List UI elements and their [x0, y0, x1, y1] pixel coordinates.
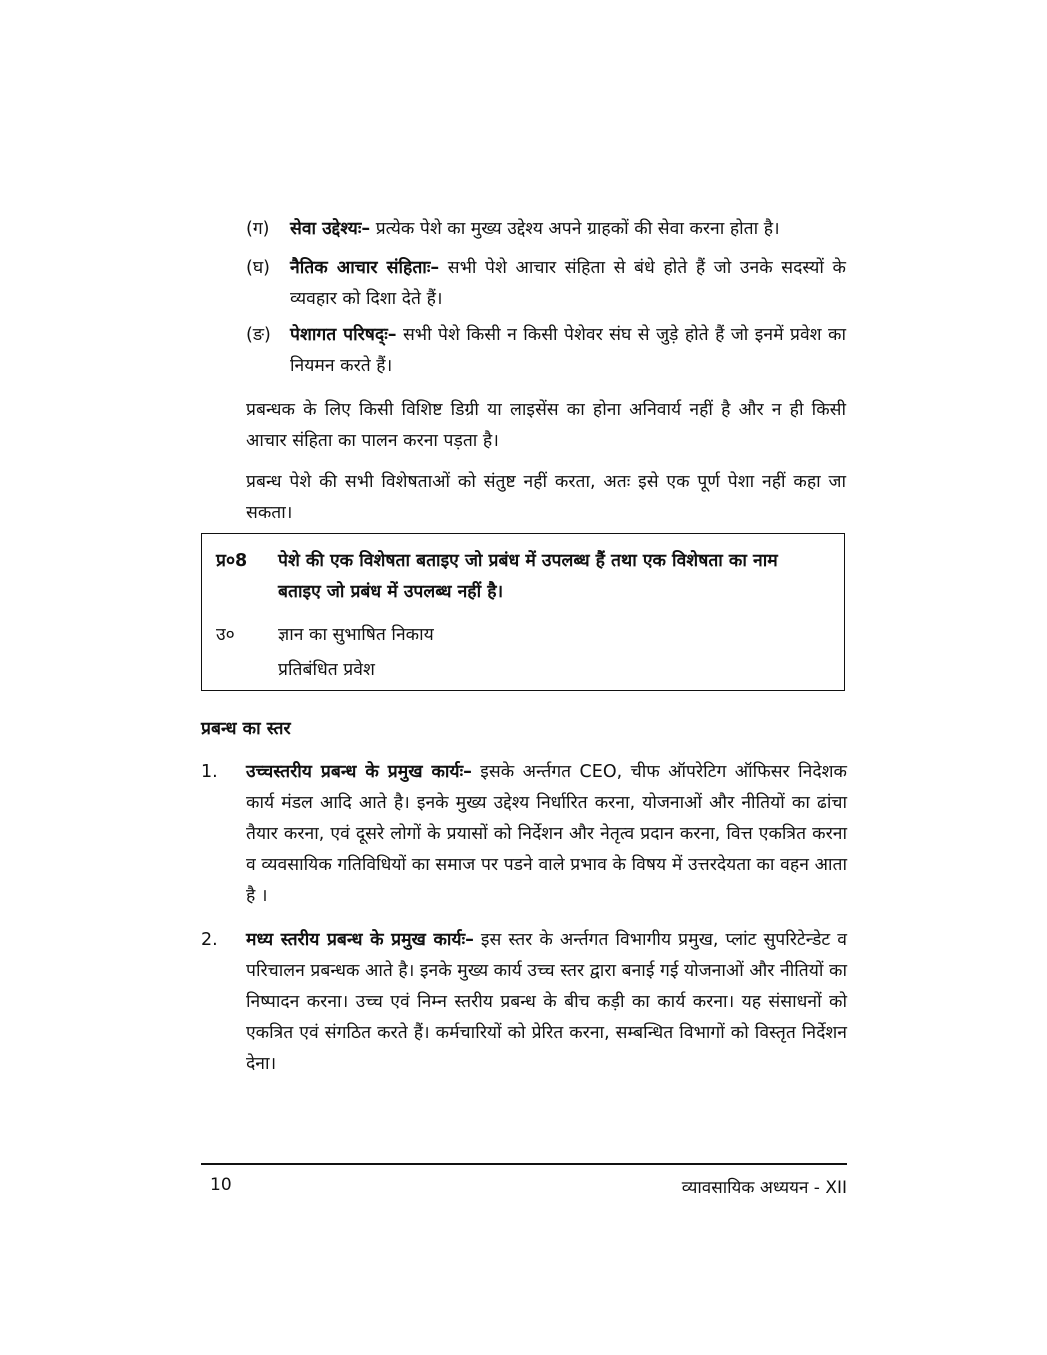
- list-marker: (ग): [246, 219, 270, 239]
- list-marker: (घ): [246, 258, 270, 278]
- answer-row-2: [216, 655, 818, 686]
- item-text: इसके अर्न्तगत CEO, चीफ ऑपरेटिग ऑफिसर निदेशक कार्य मंडल आदि आते है। इनके मुख्य उद्देश्य निर्धारित करना, योजनाओं और नीतियों का ढांचा तैयार करना, एवं दूसरे लोगों के प्रयासों को निर्देशन और नेतृत्व प्रदान करना, वित्त एकत्रित करना व व्यवसायिक गतिविधियों का समाज पर पडने वाले प्रभाव के विषय में उत्तरदेयता का वहन आता है ।: [246, 762, 847, 906]
- list-marker: (ङ): [246, 325, 271, 345]
- page-number: 10: [210, 1175, 232, 1195]
- item-title: मध्य स्तरीय प्रबन्ध के प्रमुख कार्यः–: [246, 930, 474, 950]
- book-title: व्यावसायिक अध्ययन - XII: [681, 1178, 847, 1198]
- item-number: 2.: [201, 930, 218, 950]
- list-item-text: सभी पेशे किसी न किसी पेशेवर संघ से जुड़े होते हैं जो इनमें प्रवेश का नियमन करते हैं।: [290, 325, 846, 376]
- question-text: पेशे की एक विशेषता बताइए जो प्रबंध में उपलब्ध हैं तथा एक विशेषता का नाम बताइए जो प्रबंध में उपलब्ध नहीं है।: [278, 551, 778, 602]
- section-heading: प्रबन्ध का स्तर: [201, 719, 291, 739]
- list-item-text: प्रत्येक पेशे का मुख्य उद्देश्य अपने ग्राहकों की सेवा करना होता है।: [370, 219, 780, 239]
- item-title: उच्चस्तरीय प्रबन्ध के प्रमुख कार्यः–: [246, 762, 472, 782]
- item-text: इस स्तर के अर्न्तगत विभागीय प्रमुख, प्लांट सुपरिटेन्डेट व परिचालन प्रबन्धक आते है। इनके मुख्य कार्य उच्च स्तर द्वारा बनाई गई योजनाओं और नीतियों का निष्पादन करना। उच्च एवं निम्न स्तरीय प्रबन्ध के बीच कड़ी का कार्य करना। यह संसाधनों को एकत्रित एवं संगठित करते हैं। कर्मचारियों को प्रेरित करना, सम्बन्धित विभागों को विस्तृत निर्देशन देना।: [246, 930, 847, 1074]
- paragraph-manager-degree: प्रबन्धक के लिए किसी विशिष्ट डिग्री या लाइसेंस का होना अनिवार्य नहीं है और न ही किसी आचार संहिता का पालन करना पड़ता है।: [246, 400, 846, 451]
- paragraph-not-full-profession: प्रबन्ध पेशे की सभी विशेषताओं को संतुष्ट नहीं करता, अतः इसे एक पूर्ण पेशा नहीं कहा जा सकता।: [246, 472, 846, 523]
- numbered-item-2: [201, 925, 847, 1080]
- list-item-gha: [246, 253, 846, 315]
- list-item-title: सेवा उद्देश्यः–: [290, 219, 371, 239]
- list-item-title: नैतिक आचार संहिताः–: [290, 258, 440, 278]
- answer-row: [216, 620, 818, 651]
- list-item-ga: [246, 214, 846, 245]
- numbered-item-1: [201, 757, 847, 912]
- answer-line-1: ज्ञान का सुभाषित निकाय: [278, 625, 434, 645]
- answer-label: उ०: [216, 625, 235, 645]
- question-row: [216, 546, 818, 608]
- answer-line-2: प्रतिबंधित प्रवेश: [278, 660, 375, 680]
- question-label: प्र०8: [216, 551, 248, 571]
- list-item-title: पेशागत परिषद्ः–: [290, 325, 397, 345]
- question-answer-box: [201, 533, 845, 691]
- list-item-text: सभी पेशे आचार संहिता से बंधे होते हैं जो उनके सदस्यों के व्यवहार को दिशा देते हैं।: [290, 258, 846, 309]
- list-item-nga: [246, 320, 846, 382]
- footer-rule: [201, 1163, 847, 1165]
- item-number: 1.: [201, 762, 218, 782]
